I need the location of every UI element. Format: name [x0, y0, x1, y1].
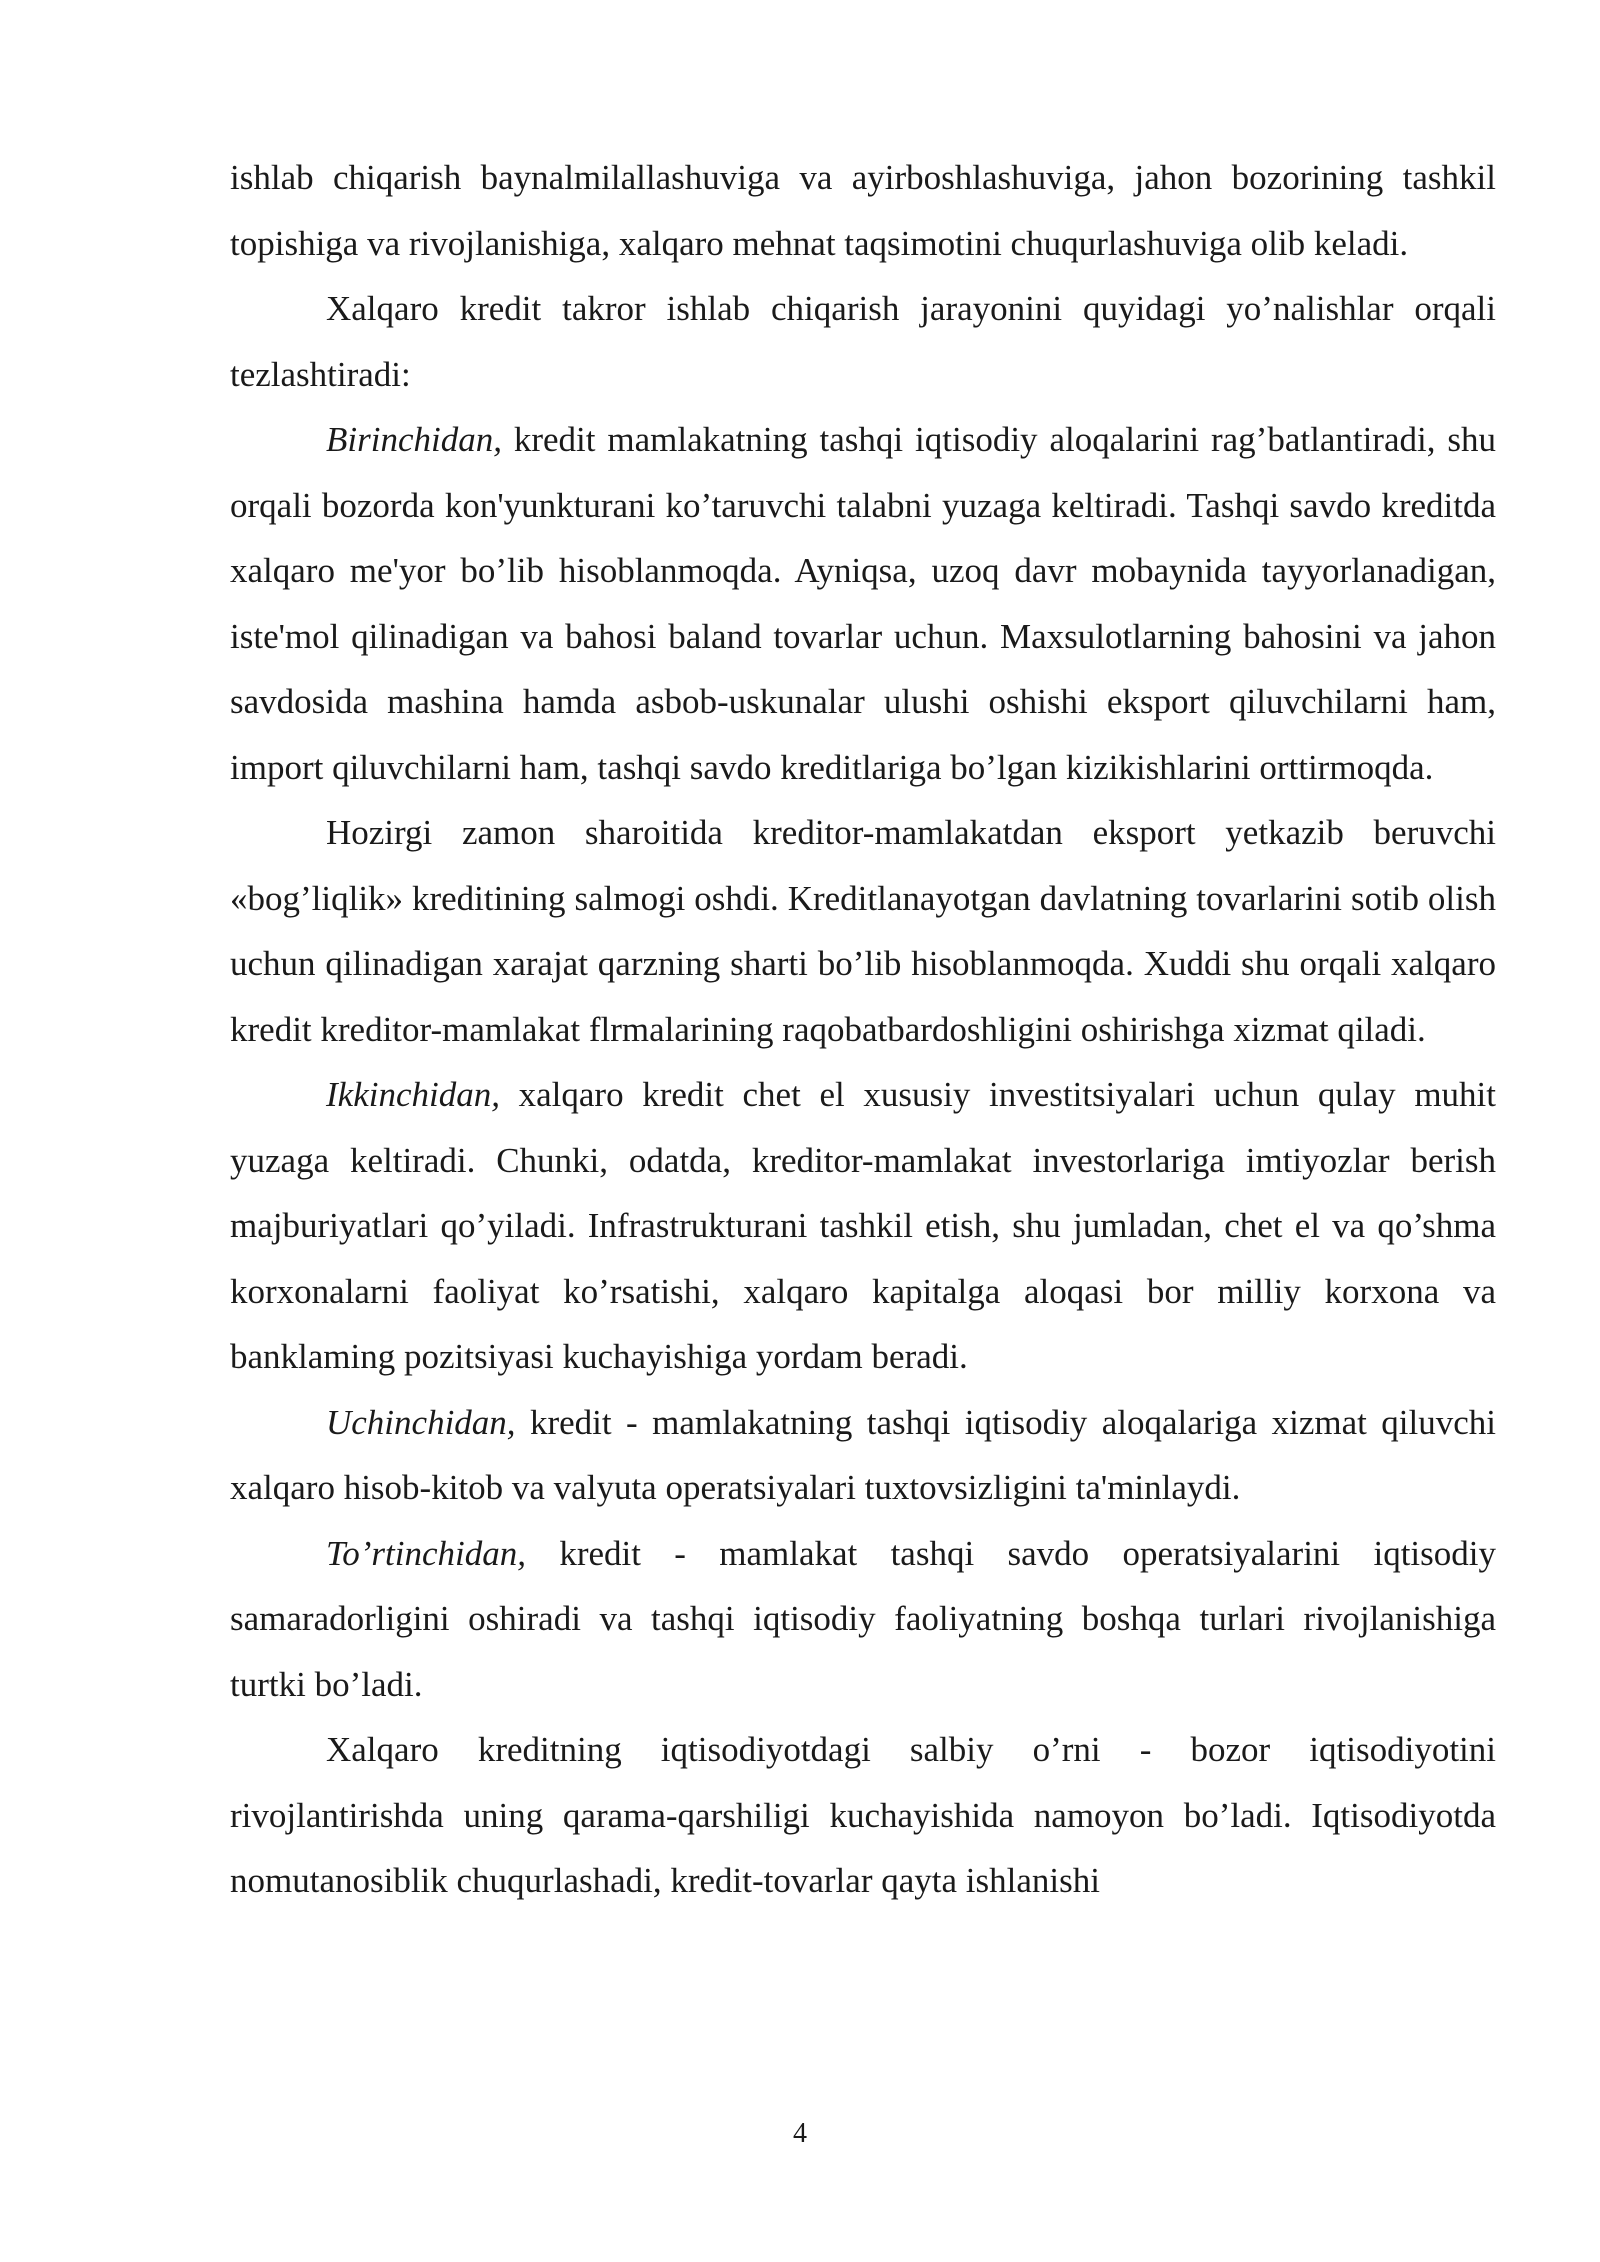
paragraph-8: [230, 1717, 1496, 1914]
paragraph-3: [230, 407, 1496, 800]
paragraph-5-lead: Ikkinchidan,: [326, 1075, 500, 1114]
paragraph-4-text: Hozirgi zamon sharoitida kreditor-mamlakatdan eksport yetkazib beruvchi «bog’liqlik» kreditining salmogi oshdi. Kreditlanayotgan davlatning tovarlarini sotib olish uchun qilinadigan xarajat qarzning sharti bo’lib hisoblanmoqda. Xuddi shu orqali xalqaro kredit kreditor-mamlakat flrmalarining raqobatbardoshligini oshirishga xizmat qiladi.: [230, 813, 1496, 1049]
paragraph-7-text: kredit - mamlakat tashqi savdo operatsiyalarini iqtisodiy samaradorligini oshiradi va tashqi iqtisodiy faoliyatning boshqa turlari rivojlanishiga turtki bo’ladi.: [230, 1533, 1496, 1704]
page-number: 4: [793, 2118, 807, 2149]
paragraph-6-lead: Uchinchidan,: [326, 1402, 516, 1442]
paragraph-3-text: kredit mamlakatning tashqi iqtisodiy aloqalarini rag’batlantiradi, shu orqali bozorda kon'yunkturani ko’taruvchi talabni yuzaga keltiradi. Tashqi savdo kreditda xalqaro me'yor bo’lib hisoblanmoqda. Ayniqsa, uzoq davr mobaynida tayyorlanadigan, iste'mol qilinadigan va bahosi baland tovarlar uchun. Maxsulotlarning bahosini va jahon savdosida mashina hamda asbob-uskunalar ulushi oshishi eksport qiluvchilarni ham, import qiluvchilarni ham, tashqi savdo kreditlariga bo’lgan kizikishlarini orttirmoqda.: [230, 420, 1496, 787]
paragraph-6: [230, 1390, 1496, 1521]
paragraph-7: [230, 1521, 1496, 1718]
paragraph-3-lead: Birinchidan,: [326, 420, 502, 459]
paragraph-4: [230, 800, 1496, 1062]
paragraph-1-text: ishlab chiqarish baynalmilallashuviga va ayirboshlashuviga, jahon bozorining tashkil topishiga va rivojlanishiga, xalqaro mehnat taqsimotini chuqurlashuviga olib keladi.: [230, 158, 1496, 263]
paragraph-7-lead: To’rtinchidan,: [326, 1533, 526, 1573]
paragraph-2: [230, 276, 1496, 407]
document-body: [230, 145, 1496, 1914]
paragraph-5-text: xalqaro kredit chet el xususiy investitsiyalari uchun qulay muhit yuzaga keltiradi. Chunki, odatda, kreditor-mamlakat investorlariga imtiyozlar berish majburiyatlari qo’yiladi. Infrastrukturani tashkil etish, shu jumladan, chet el va qo’shma korxonalarni faoliyat ko’rsatishi, xalqaro kapitalga aloqasi bor milliy korxona va banklaming pozitsiyasi kuchayishiga yordam beradi.: [230, 1075, 1496, 1376]
paragraph-1: [230, 145, 1496, 276]
paragraph-2-text: Xalqaro kredit takror ishlab chiqarish jarayonini quyidagi yo’nalishlar orqali tezlashtiradi:: [230, 289, 1496, 394]
paragraph-6-text: kredit - mamlakatning tashqi iqtisodiy aloqalariga xizmat qiluvchi xalqaro hisob-kitob va valyuta operatsiyalari tuxtovsizligini ta'minlaydi.: [230, 1402, 1496, 1507]
paragraph-5: [230, 1062, 1496, 1390]
paragraph-8-text: Xalqaro kreditning iqtisodiyotdagi salbiy o’rni - bozor iqtisodiyotini rivojlantirishda uning qarama-qarshiligi kuchayishida namoyon bo’ladi. Iqtisodiyotda nomutanosiblik chuqurlashadi, kredit-tovarlar qayta ishlanishi: [230, 1730, 1496, 1900]
